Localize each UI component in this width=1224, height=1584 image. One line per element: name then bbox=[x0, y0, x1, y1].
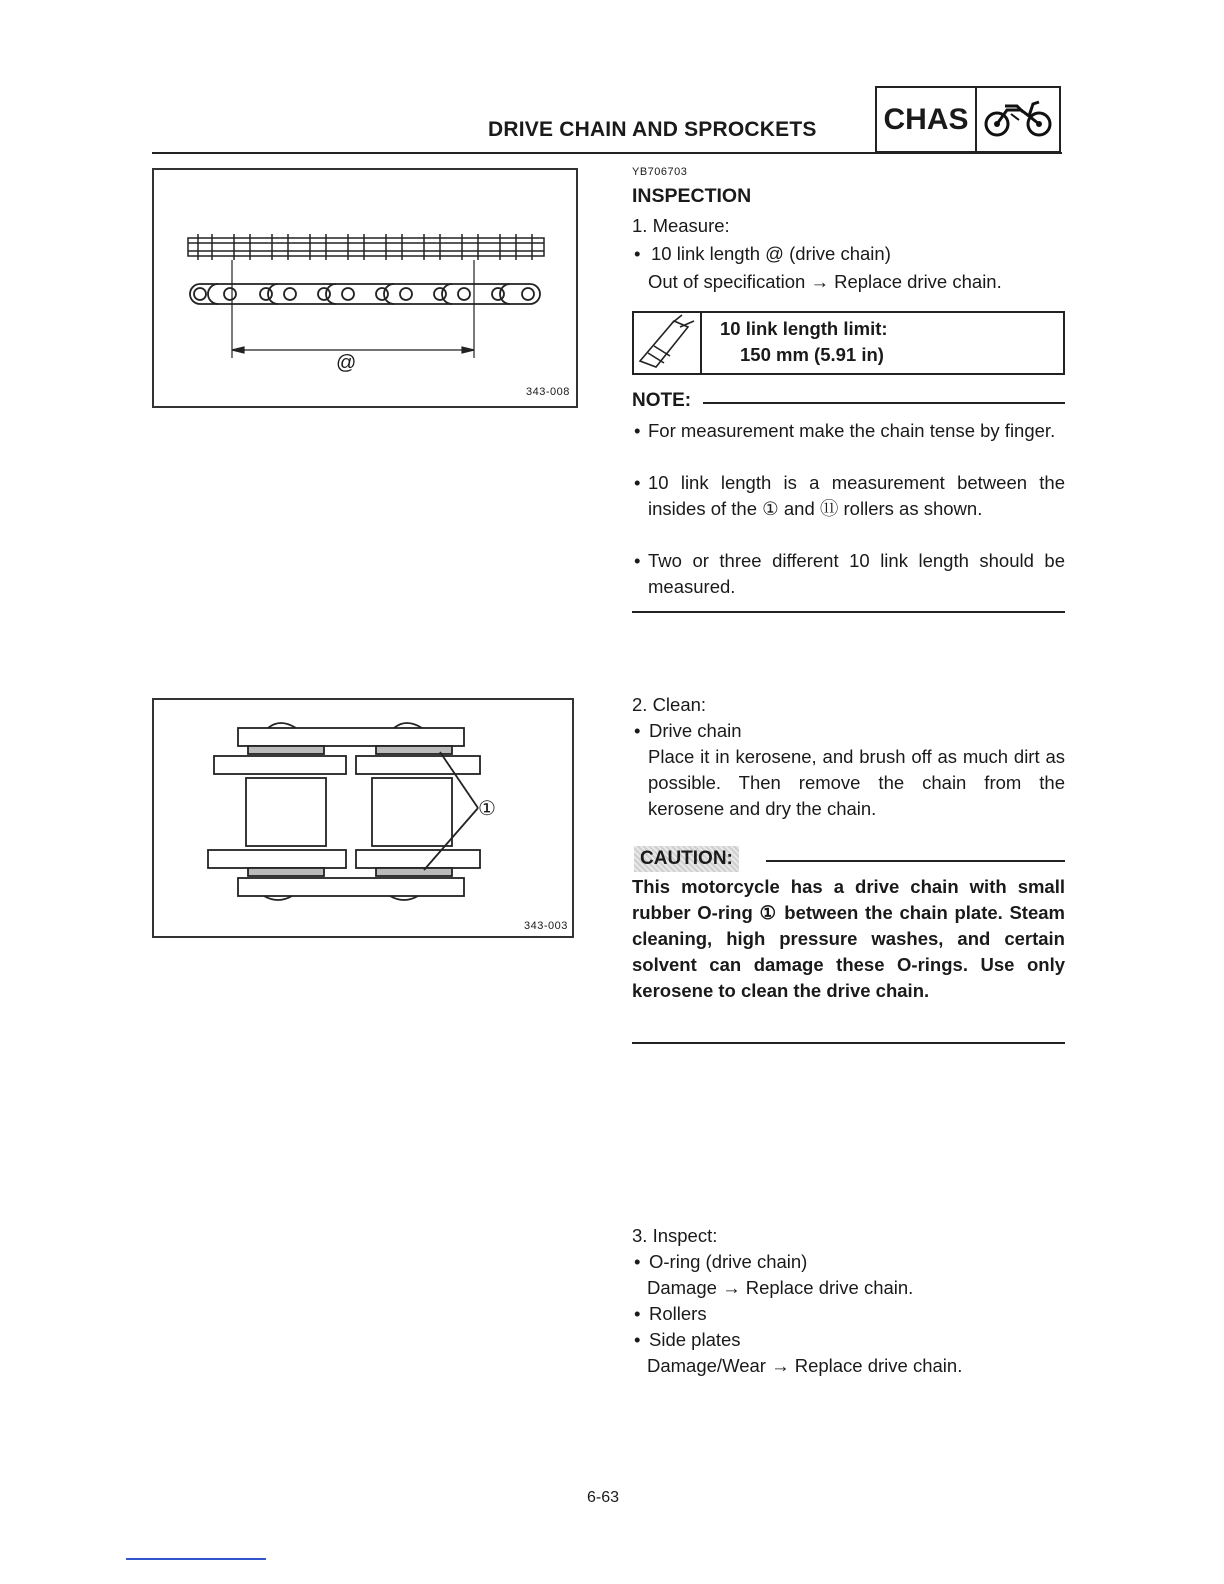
step-3-item: Side plates bbox=[649, 1329, 741, 1350]
note-item: For measurement make the chain tense by finger. bbox=[648, 420, 1056, 441]
caliper-icon bbox=[634, 313, 702, 373]
section-heading: INSPECTION bbox=[632, 185, 752, 207]
caution-end-rule bbox=[632, 1042, 1065, 1044]
note-end-rule bbox=[632, 611, 1065, 613]
page-number: 6-63 bbox=[587, 1489, 620, 1506]
doc-code: YB706703 bbox=[632, 166, 688, 178]
step-2-body: Place it in kerosene, and brush off as much dirt as possible. Then remove the chain from the kerosene and dry the chain. bbox=[648, 746, 1065, 819]
footer-link-rule bbox=[126, 1558, 266, 1560]
step-3-item: Rollers bbox=[649, 1303, 707, 1324]
page-title: DRIVE CHAIN AND SPROCKETS bbox=[488, 118, 817, 141]
note-rule bbox=[703, 402, 1065, 404]
header-rule bbox=[152, 152, 1062, 154]
section-code: CHAS bbox=[877, 88, 977, 151]
caution-body: This motorcycle has a drive chain with small rubber O-ring ① between the chain plate. Steam cleaning, high pressure washes, and certain solvent can damage these O-rings. Use only kerosene to clean the drive chain. bbox=[632, 876, 1065, 1001]
step-3-result: Damage → Replace drive chain. bbox=[647, 1277, 914, 1298]
spec-box bbox=[632, 311, 1065, 375]
section-badge bbox=[875, 86, 1061, 153]
caution-label: CAUTION: bbox=[634, 846, 739, 872]
dimension-arrow bbox=[232, 260, 474, 358]
step-1-result: Out of specification → Replace drive chain. bbox=[648, 271, 1002, 292]
caution-rule bbox=[766, 860, 1065, 862]
bullet-icon: • bbox=[634, 1329, 641, 1350]
motorcycle-icon bbox=[977, 88, 1059, 151]
bullet-icon: • bbox=[634, 472, 641, 493]
step-1-title: 1. Measure: bbox=[632, 215, 730, 236]
oring-figure bbox=[152, 698, 574, 938]
figure-code: 343-008 bbox=[526, 386, 570, 398]
oring-callout: ① bbox=[478, 798, 496, 820]
step-2-bullet: Drive chain bbox=[649, 720, 742, 741]
chain-length-figure bbox=[152, 168, 578, 408]
bullet-icon: • bbox=[634, 1251, 641, 1272]
step-2-title: 2. Clean: bbox=[632, 694, 707, 715]
bullet-icon: • bbox=[634, 550, 641, 571]
note-label: NOTE: bbox=[632, 390, 692, 411]
spec-line-2: 150 mm (5.91 in) bbox=[740, 344, 884, 365]
bullet-icon: • bbox=[634, 243, 641, 264]
step-3-result: Damage/Wear → Replace drive chain. bbox=[647, 1355, 963, 1376]
bullet-icon: • bbox=[634, 420, 641, 441]
note-item: 10 link length is a measurement between the insides of the ① and ⑪ rollers as shown. bbox=[648, 472, 1065, 519]
bullet-icon: • bbox=[634, 1303, 641, 1324]
step-1-bullet: 10 link length @ (drive chain) bbox=[651, 243, 891, 264]
chain-cross-section bbox=[208, 723, 480, 900]
dimension-label: @ bbox=[336, 352, 357, 374]
note-item: Two or three different 10 link length should be measured. bbox=[648, 550, 1065, 597]
spec-line-1: 10 link length limit: bbox=[720, 318, 888, 339]
figure-code: 343-003 bbox=[524, 920, 568, 932]
chain-top-view bbox=[188, 234, 544, 260]
bullet-icon: • bbox=[634, 720, 641, 741]
step-3-title: 3. Inspect: bbox=[632, 1225, 718, 1246]
chain-side-view bbox=[190, 284, 540, 304]
step-3-item: O-ring (drive chain) bbox=[649, 1251, 808, 1272]
